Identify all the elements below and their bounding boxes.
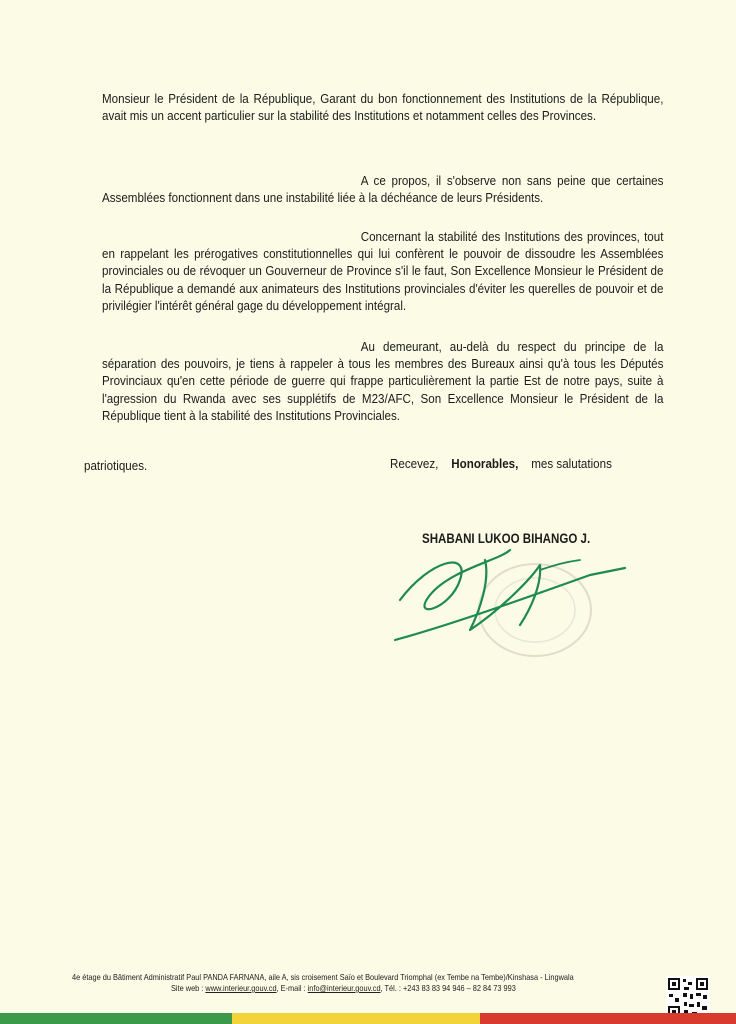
paragraph-separation-of-powers: Au demeurant, au-delà du respect du principe de la séparation des pouvoirs, je tiens à rappeler à tous les membres des Bureaux ainsi qu'à tous les Députés Provinciaux qu'en cette période de guerre qui frappe particulièrement la partie Est de notre pays, suite à l'agression du Rwanda avec ses supplétifs de M23/AFC, Son Excellence Monsieur le Président de la République tient à la stabilité des Institutions Provinciales.	[102, 339, 664, 423]
flag-band-red	[480, 1013, 736, 1024]
footer-phone: , Tél. : +243 83 83 94 946 – 82 84 73 993	[380, 984, 516, 993]
footer-email-label: , E-mail :	[276, 984, 306, 993]
footer-contacts	[171, 983, 662, 994]
footer-address-block	[0, 972, 662, 994]
footer-site-label: Site web :	[171, 984, 204, 993]
paragraph-guarantor: Monsieur le Président de la République, Garant du bon fonctionnement des Institutions de la République, avait mis un accent particulier sur la stabilité des Institutions et notamment celles des Provinces.	[102, 91, 664, 124]
footer-email-link[interactable]: info@interieur.gouv.cd	[307, 984, 381, 993]
closing-recevez: Recevez,	[390, 456, 439, 471]
flag-band-green	[0, 1013, 232, 1024]
closing-salutation	[390, 456, 612, 471]
closing-mes-salutations: mes salutations	[531, 456, 612, 471]
footer-site-link[interactable]: www.interieur.gouv.cd	[205, 984, 277, 993]
closing-honorables: Honorables,	[451, 456, 519, 471]
footer-address: 4e étage du Bâtiment Administratif Paul PANDA FARNANA, aile A, sis croisement Saïo et Boulevard Triomphal (ex Tembe na Tembe)/Kinshasa - Lingwala	[72, 973, 574, 982]
handwritten-signature-icon	[390, 540, 630, 650]
paragraph-stability: Concernant la stabilité des Institutions des provinces, tout en rappelant les prérogatives constitutionnelles qui lui confèrent le pouvoir de dissoudre les Assemblées provinciales ou de révoquer un Gouverneur de Province s'il le faut, Son Excellence Monsieur le Président de la République a demandé aux animateurs des Institutions provinciales d'éviter les querelles de pouvoir et de privilégier l'intérêt général gage du développement intégral.	[102, 229, 664, 313]
signer-name: SHABANI LUKOO BIHANGO J.	[422, 531, 591, 546]
paragraph-observation: A ce propos, il s'observe non sans peine que certaines Assemblées fonctionnent dans une instabilité liée à la déchéance de leurs Présidents.	[102, 173, 664, 206]
flag-band-yellow	[232, 1013, 480, 1024]
closing-patriotiques: patriotiques.	[84, 458, 148, 473]
